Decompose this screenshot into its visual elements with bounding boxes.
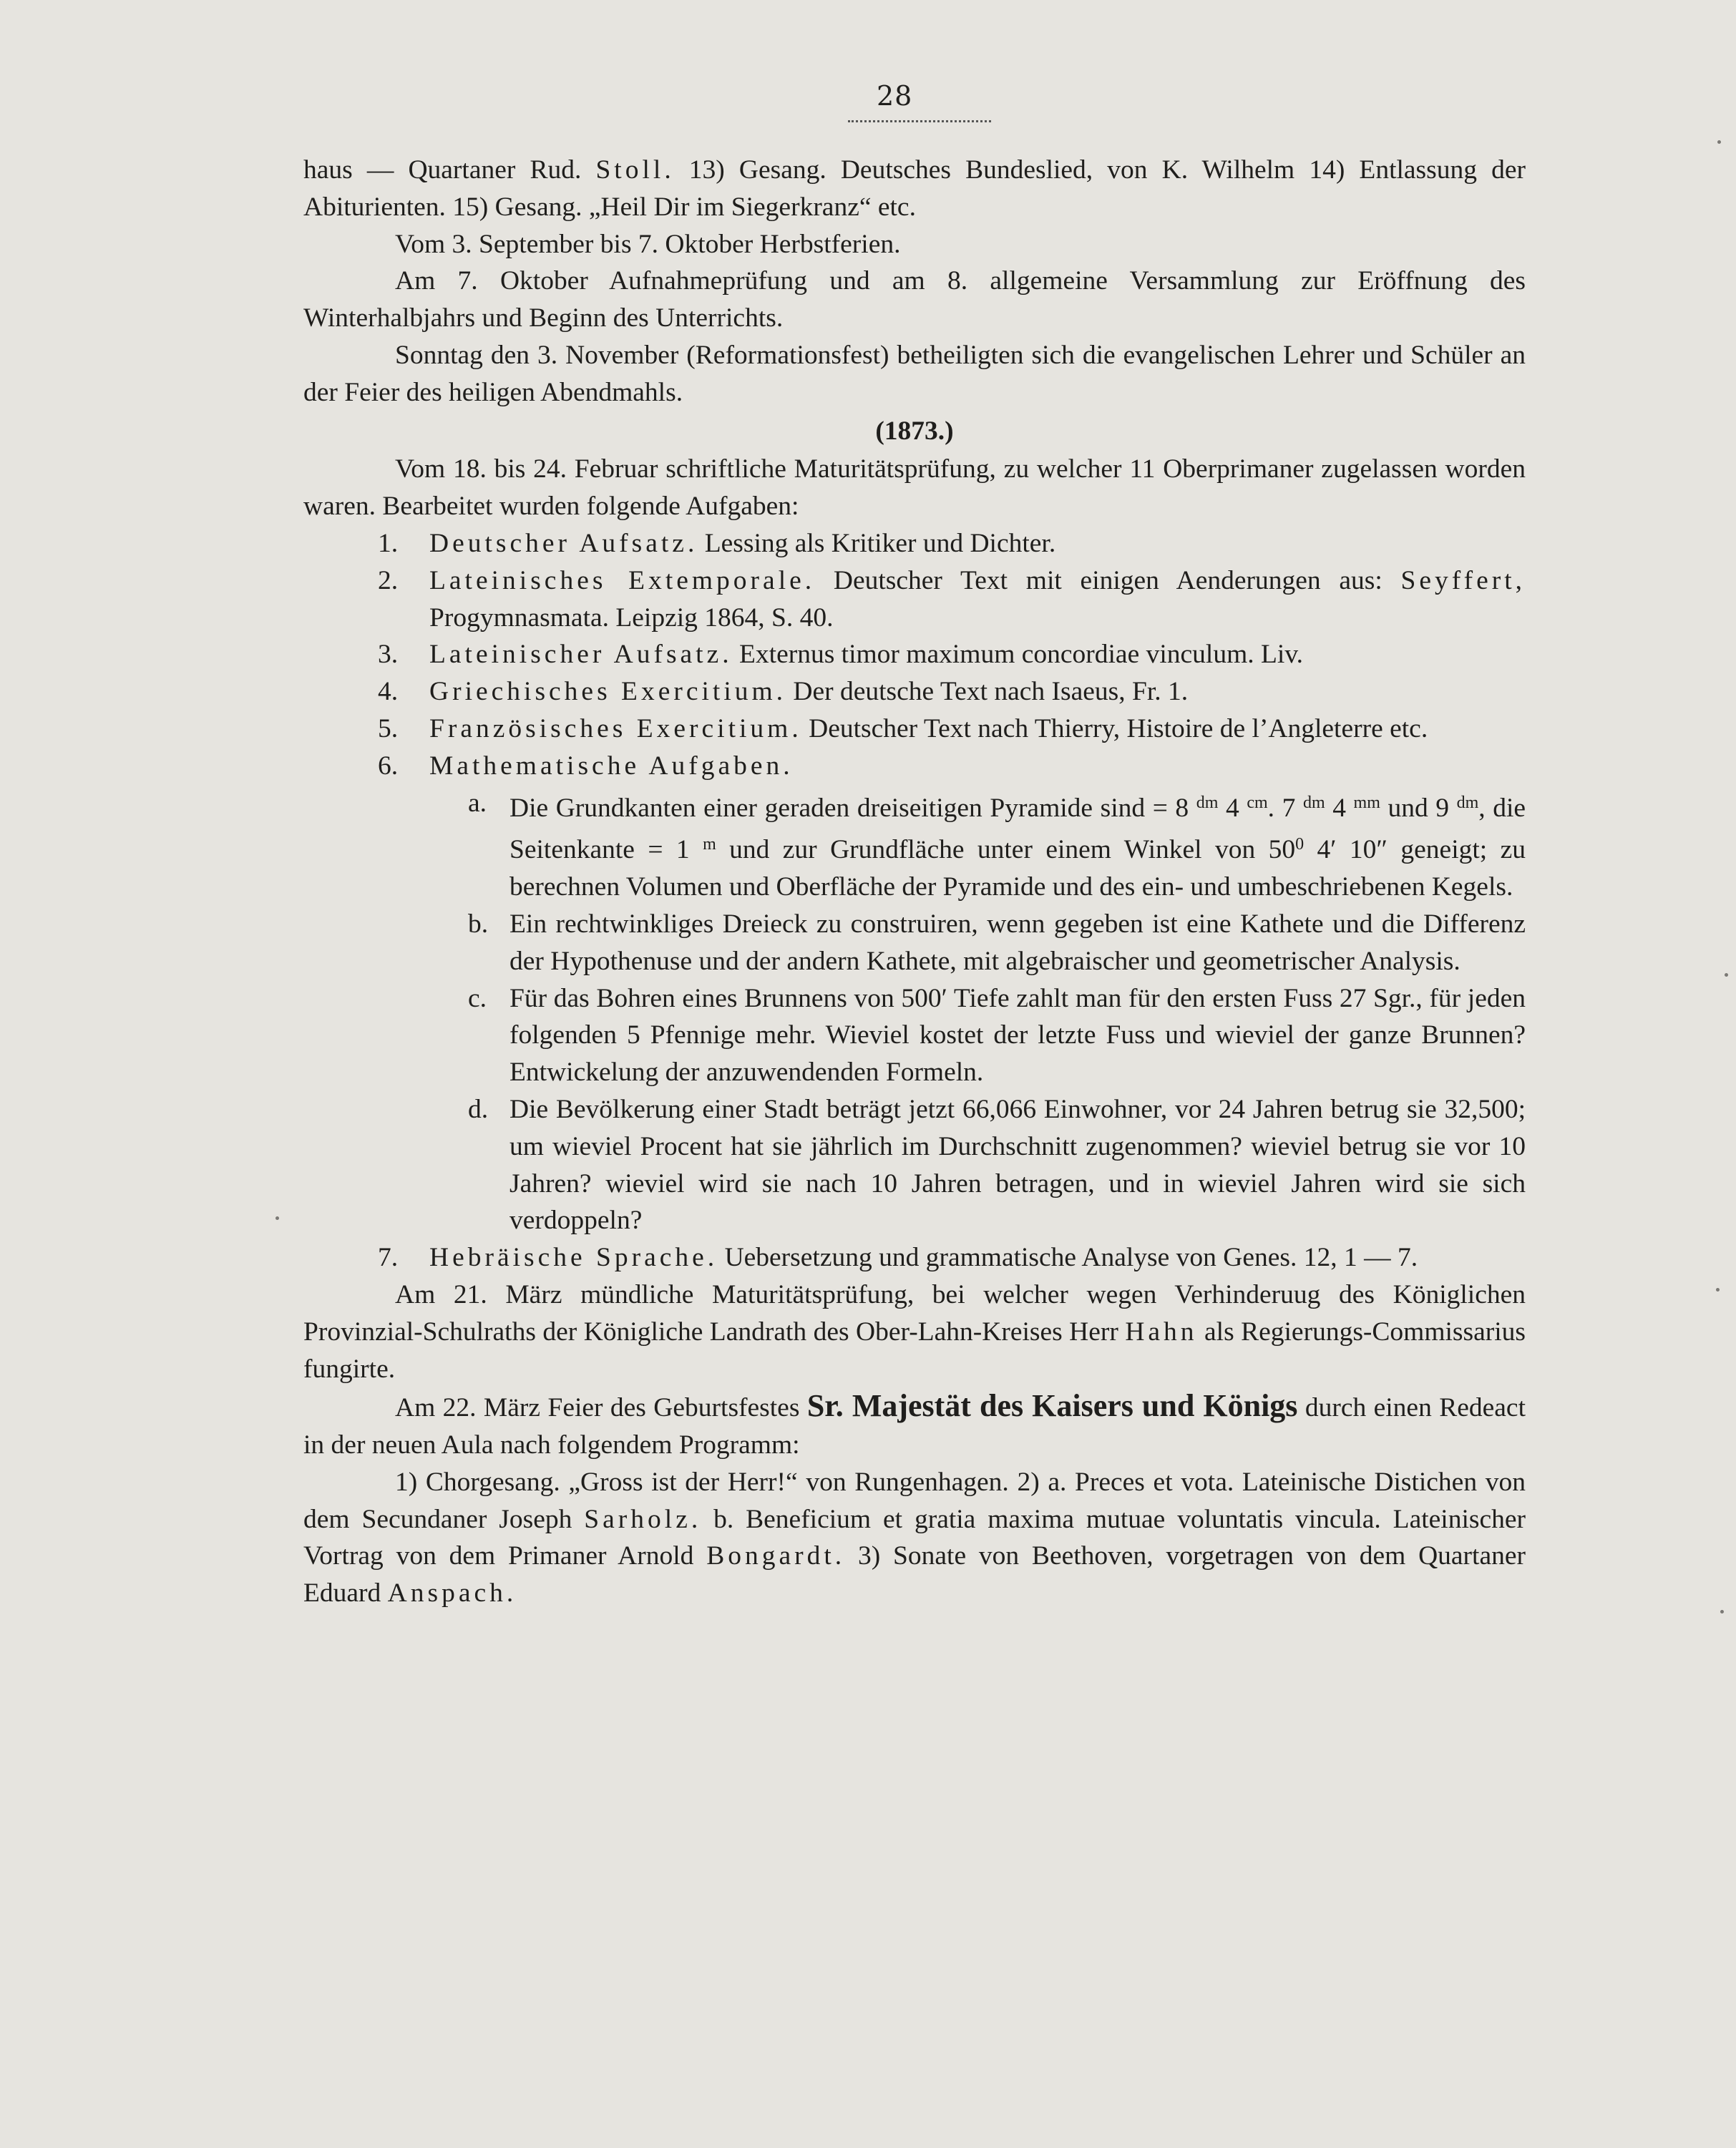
paper-speck [1717, 140, 1721, 144]
task-subject: Mathematische Aufgaben. [429, 751, 794, 781]
math-problem-b: b. Ein rechtwinkliges Dreieck zu construiren, wenn gegeben ist eine Kathete und die Differenz der Hypothenuse und der andern Kathete, mit algebraischer und geometrischer Analysis. [468, 909, 1526, 976]
person-name: Bongardt. [706, 1541, 846, 1571]
task-subject: Lateinisches Extemporale. [429, 565, 816, 595]
paragraph-maturitaet-muendlich: Am 21. März mündliche Maturitätsprüfung, bei welcher wegen Verhinderuug des Königlichen Provinzial-Schulraths der Königliche Landrath des Ober-Lahn-Kreises Herr Hahn als Regierungs-Commissarius fungirte. [303, 1279, 1526, 1384]
math-problem-a: a. Die Grundkanten einer geraden dreiseitigen Pyramide sind = 8 $^{dm}$ 4 $^{cm}$. 7 $^{dm}$ 4 $^{mm}$ und 9 $^{dm}$, die Seitenkante = 1 $^m$ und zur Grundfläche unter einem Winkel von $50^0$ 4′ 10″ geneigt; zu berechnen Volumen und Oberfläche der Pyramide und des ein- und umbeschriebenen Kegels. [468, 788, 1526, 902]
paragraph-maturitaet-schriftlich: Vom 18. bis 24. Februar schriftliche Maturitätsprüfung, zu welcher 11 Oberprimaner zugelassen worden waren. Bearbeitet wurden folgende Aufgaben: [303, 454, 1526, 522]
math-problem-c: c. Für das Bohren eines Brunnens von 500′ Tiefe zahlt man für den ersten Fuss 27 Sgr., für jeden folgenden 5 Pfennige mehr. Wieviel kostet der letzte Fuss und wieviel der ganze Brunnen? Entwickelung der anzuwendenden Formeln. [468, 983, 1526, 1088]
task-item: 5. Französisches Exercitium. Deutscher Text nach Thierry, Histoire de l’Angleterre etc. [378, 713, 1428, 743]
year-heading: (1873.) [875, 416, 954, 446]
task-subject: Französisches Exercitium. [429, 713, 802, 743]
math-problem-d: d. Die Bevölkerung einer Stadt beträgt jetzt 66,066 Einwohner, vor 24 Jahren betrug sie 32,500; um wieviel Procent hat sie jährlich im Durchschnitt zugenommen? wieviel betrug sie vor 10 Jahren? wieviel wird sie nach 10 Jahren betragen, und in wieviel Jahren wird sie sich verdoppeln? [468, 1094, 1526, 1236]
task-item: 7. Hebräische Sprache. Uebersetzung und grammatische Analyse von Genes. 12, 1 — 7. [378, 1243, 1418, 1273]
emphasis-title: Sr. Majestät des Kaisers und Königs [806, 1388, 1298, 1424]
person-name: Sarholz. [584, 1504, 702, 1534]
paragraph-aufnahmepruefung: Am 7. Oktober Aufnahmeprüfung und am 8. allgemeine Versammlung zur Eröffnung des Winterhalbjahrs und Beginn des Unterrichts. [303, 266, 1526, 333]
task-item: 1. Deutscher Aufsatz. Lessing als Kritiker und Dichter. [378, 528, 1056, 558]
task-item: 2. Lateinisches Extemporale. Deutscher Text mit einigen Aenderungen aus: Seyffert, Progymnasmata. Leipzig 1864, S. 40. [378, 565, 1526, 633]
paragraph-program-continuation: haus — Quartaner Rud. Stoll. 13) Gesang. Deutsches Bundeslied, von K. Wilhelm 14) Entlassung der Abiturienten. 15) Gesang. „Heil Dir im Siegerkranz“ etc. [303, 155, 1526, 222]
task-item: 4. Griechisches Exercitium. Der deutsche Text nach Isaeus, Fr. 1. [378, 677, 1189, 707]
paragraph-reformationsfest: Sonntag den 3. November (Reformationsfest) betheiligten sich die evangelischen Lehrer und Schüler an der Feier des heiligen Abendmahls. [303, 340, 1526, 407]
task-item: 6. Mathematische Aufgaben. [378, 751, 794, 781]
task-subject: Griechisches Exercitium. [429, 677, 787, 707]
paragraph-herbstferien: Vom 3. September bis 7. Oktober Herbstferien. [395, 229, 901, 259]
person-name: Stoll. [595, 155, 675, 185]
task-item: 3. Lateinischer Aufsatz. Externus timor maximum concordiae vinculum. Liv. [378, 640, 1304, 670]
task-subject: Lateinischer Aufsatz. [429, 640, 733, 670]
person-name: Hahn [1125, 1317, 1198, 1347]
page-number: 28 [877, 80, 913, 112]
paper-speck [1725, 973, 1728, 977]
task-subject: Deutscher Aufsatz. [429, 528, 698, 558]
page-number-ornament [848, 116, 991, 122]
paragraph-programm: 1) Chorgesang. „Gross ist der Herr!“ von Rungenhagen. 2) a. Preces et vota. Lateinische Distichen von dem Secundaner Joseph Sarholz. b. Beneficium et gratia maxima mutuae voluntatis vincula. Lateinischer Vortrag von dem Primaner Arnold Bongardt. 3) Sonate von Beethoven, vorgetragen von dem Quartaner Eduard Anspach. [303, 1467, 1526, 1608]
body-text [303, 152, 1526, 1612]
task-subject: Hebräische Sprache. [429, 1243, 718, 1273]
person-name: Anspach. [387, 1578, 517, 1608]
paper-speck [1720, 1610, 1724, 1614]
paper-speck [1716, 1288, 1720, 1292]
paragraph-kaisers-geburtstag: Am 22. März Feier des Geburtsfestes Sr. Majestät des Kaisers und Königs durch einen Redeact in der neuen Aula nach folgendem Programm: [303, 1388, 1526, 1460]
paper-speck [275, 1216, 279, 1220]
author-name: Seyffert, [1400, 565, 1526, 595]
